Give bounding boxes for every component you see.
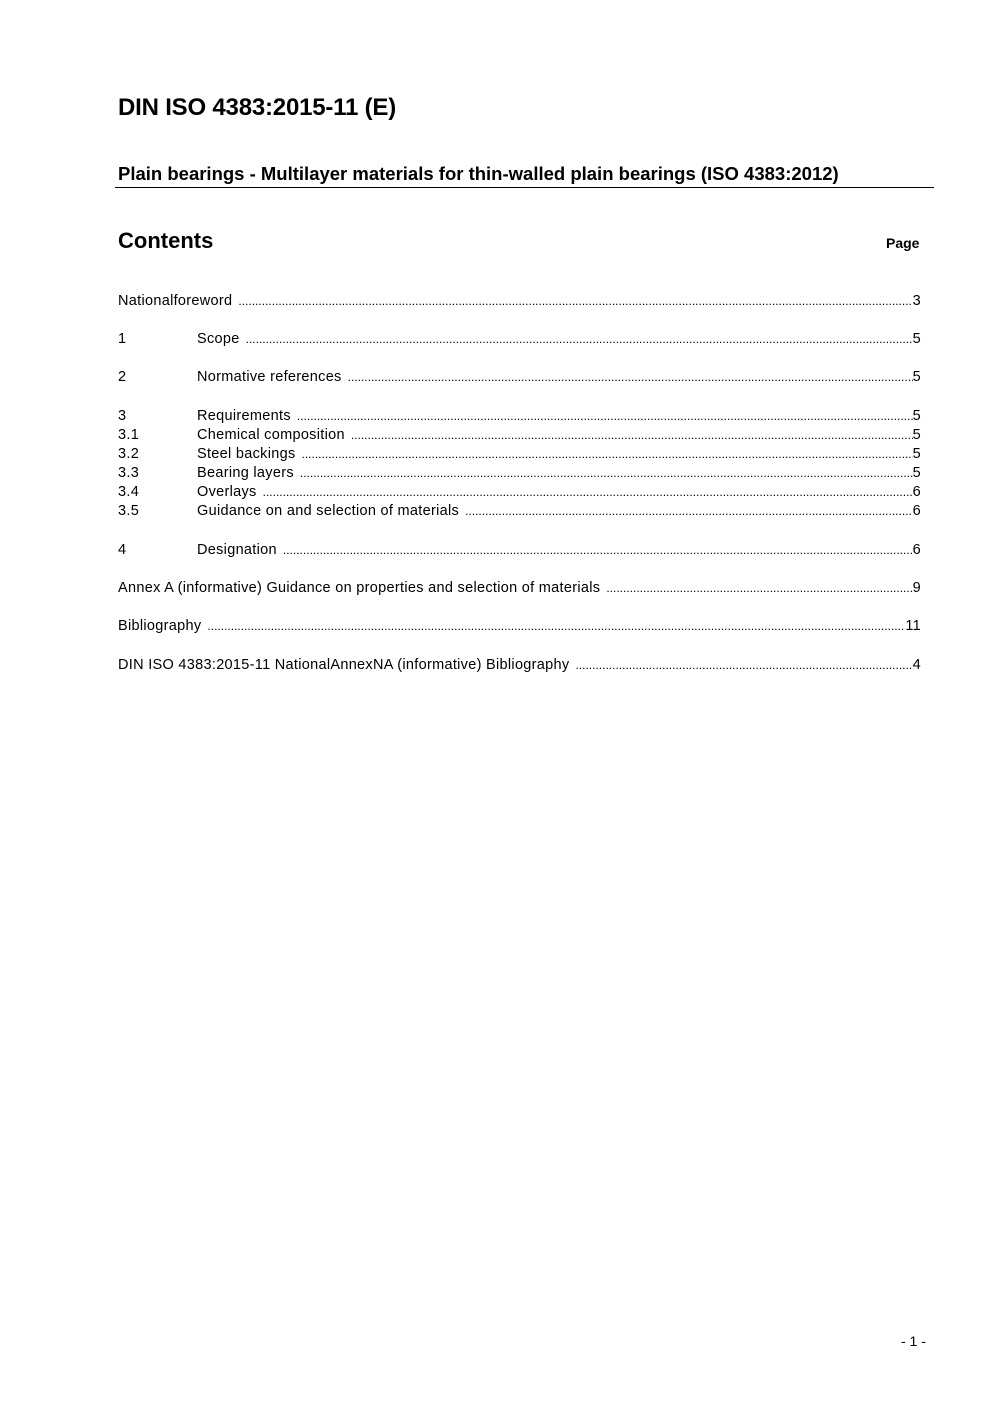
toc-entry-page: 6 <box>912 484 921 500</box>
toc-leader <box>606 581 912 595</box>
toc-entry-page: 5 <box>912 369 921 385</box>
toc-entry-guidance-selection[interactable] <box>118 503 921 522</box>
toc-entry-designation[interactable] <box>118 542 921 561</box>
toc-entry-title: Requirements <box>197 408 291 424</box>
toc-entry-number: 3.5 <box>118 503 140 519</box>
toc-entry-title: Overlays <box>197 484 257 500</box>
toc-entry-number: 3.3 <box>118 465 140 481</box>
toc-leader <box>575 658 912 672</box>
toc-entry-page: 5 <box>912 465 921 481</box>
contents-heading: Contents <box>118 228 214 253</box>
toc-entry-requirements[interactable] <box>118 408 921 427</box>
toc-entry-bibliography[interactable] <box>118 618 921 637</box>
subtitle-rule <box>115 187 934 188</box>
toc-entry-number: 3 <box>118 408 127 424</box>
toc-entry-title: Bearing layers <box>197 465 294 481</box>
toc-entry-page: 5 <box>912 331 921 347</box>
toc-entry-number: 1 <box>118 331 127 347</box>
toc-entry-page: 4 <box>912 657 921 673</box>
page-column-heading: Page <box>886 235 920 251</box>
toc-entry-title: Steel backings <box>197 446 296 462</box>
toc-entry-steel-backings[interactable] <box>118 446 921 465</box>
toc-entry-page: 5 <box>912 446 921 462</box>
toc-entry-title: Designation <box>197 542 277 558</box>
document-subtitle: Plain bearings - Multilayer materials for thin-walled plain bearings (ISO 4383:2012) <box>118 163 839 184</box>
toc-entry-annex-a[interactable] <box>118 580 921 599</box>
toc-leader <box>207 619 905 633</box>
toc-entry-number: 3.4 <box>118 484 140 500</box>
toc-entry-page: 9 <box>912 580 921 596</box>
toc-entry-title: Scope <box>197 331 240 347</box>
toc-entry-title: Normative references <box>197 369 342 385</box>
toc-leader <box>465 504 913 518</box>
toc-entry-title: Bibliography <box>118 618 202 634</box>
toc-entry-national-annex-na[interactable] <box>118 657 921 676</box>
toc-entry-overlays[interactable] <box>118 484 921 503</box>
toc-entry-number: 3.1 <box>118 427 140 443</box>
toc-entry-title: DIN ISO 4383:2015-11 NationalAnnexNA (informative) Bibliography <box>118 657 570 673</box>
toc-entry-title: Chemical composition <box>197 427 345 443</box>
toc-leader <box>300 466 913 480</box>
toc-leader <box>263 485 913 499</box>
toc-entry-title: Nationalforeword <box>118 293 233 309</box>
toc-entry-title: Guidance on and selection of materials <box>197 503 460 519</box>
toc-entry-page: 5 <box>912 427 921 443</box>
toc-leader <box>283 543 913 557</box>
document-title: DIN ISO 4383:2015-11 (E) <box>118 94 397 121</box>
toc-entry-page: 11 <box>905 618 921 634</box>
toc-entry-number: 2 <box>118 369 127 385</box>
footer-page-number: - 1 - <box>901 1333 926 1349</box>
toc-leader <box>302 447 913 461</box>
toc-entry-national-foreword[interactable] <box>118 293 921 312</box>
toc-leader <box>238 294 912 308</box>
toc-entry-normative-references[interactable] <box>118 369 921 388</box>
toc-entry-title: Annex A (informative) Guidance on properties and selection of materials <box>118 580 601 596</box>
toc-entry-page: 5 <box>912 408 921 424</box>
toc-leader <box>297 409 913 423</box>
toc-entry-number: 3.2 <box>118 446 140 462</box>
toc-entry-page: 3 <box>912 293 921 309</box>
toc-entry-chemical-composition[interactable] <box>118 427 921 446</box>
toc-leader <box>246 332 913 346</box>
toc-entry-scope[interactable] <box>118 331 921 350</box>
toc-leader <box>348 370 913 384</box>
toc-entry-number: 4 <box>118 542 127 558</box>
toc-entry-page: 6 <box>912 503 921 519</box>
toc-entry-page: 6 <box>912 542 921 558</box>
toc-entry-bearing-layers[interactable] <box>118 465 921 484</box>
toc-leader <box>351 428 913 442</box>
